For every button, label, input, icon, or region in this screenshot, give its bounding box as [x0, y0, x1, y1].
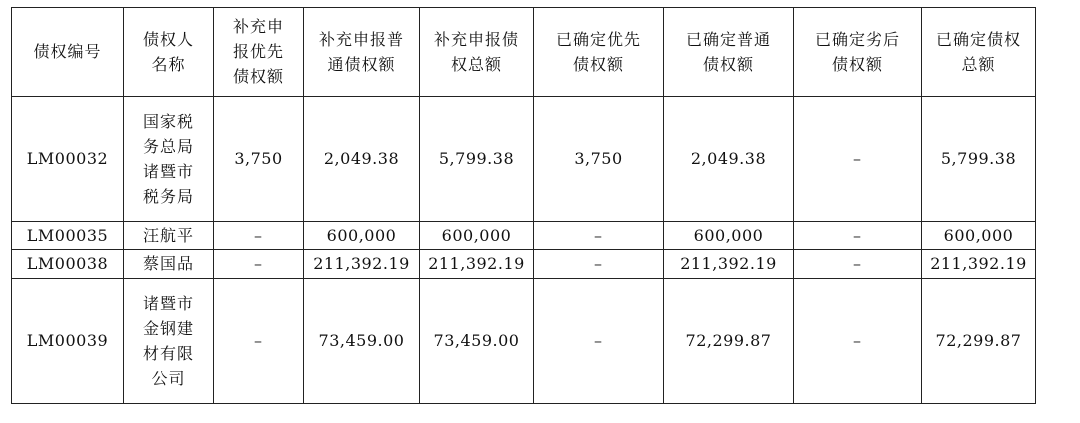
- cell-creditor-id: LM00039: [12, 279, 124, 404]
- cell-creditor-id: LM00035: [12, 222, 124, 250]
- cell-confirmed-subordinated: –: [794, 250, 922, 279]
- header-confirmed-ordinary: 已确定普通 债权额: [664, 8, 794, 97]
- cell-creditor-name: 蔡国品: [124, 250, 214, 279]
- cell-creditor-name: 诸暨市 金钢建 材有限 公司: [124, 279, 214, 404]
- table-row: [12, 97, 1036, 222]
- cell-confirmed-priority: –: [534, 250, 664, 279]
- cell-confirmed-priority: 3,750: [534, 97, 664, 222]
- cell-confirmed-subordinated: –: [794, 279, 922, 404]
- cell-confirmed-priority: –: [534, 222, 664, 250]
- cell-confirmed-subordinated: –: [794, 97, 922, 222]
- creditor-table: [11, 7, 1036, 404]
- cell-confirmed-total: 5,799.38: [922, 97, 1036, 222]
- cell-supplementary-priority: –: [214, 279, 304, 404]
- header-row: [12, 8, 1036, 97]
- cell-supplementary-priority: 3,750: [214, 97, 304, 222]
- header-creditor-id: 债权编号: [12, 8, 124, 97]
- cell-supplementary-priority: –: [214, 250, 304, 279]
- cell-confirmed-total: 600,000: [922, 222, 1036, 250]
- cell-confirmed-subordinated: –: [794, 222, 922, 250]
- table-row: [12, 222, 1036, 250]
- cell-confirmed-total: 72,299.87: [922, 279, 1036, 404]
- cell-supplementary-total: 600,000: [420, 222, 534, 250]
- cell-confirmed-priority: –: [534, 279, 664, 404]
- cell-supplementary-ordinary: 600,000: [304, 222, 420, 250]
- cell-creditor-id: LM00038: [12, 250, 124, 279]
- header-supplementary-priority: 补充申 报优先 债权额: [214, 8, 304, 97]
- header-supplementary-ordinary: 补充申报普 通债权额: [304, 8, 420, 97]
- cell-confirmed-ordinary: 600,000: [664, 222, 794, 250]
- cell-creditor-id: LM00032: [12, 97, 124, 222]
- creditor-table-container: [11, 7, 1036, 404]
- cell-supplementary-ordinary: 211,392.19: [304, 250, 420, 279]
- header-creditor-name: 债权人 名称: [124, 8, 214, 97]
- cell-confirmed-ordinary: 211,392.19: [664, 250, 794, 279]
- cell-supplementary-ordinary: 2,049.38: [304, 97, 420, 222]
- cell-confirmed-ordinary: 72,299.87: [664, 279, 794, 404]
- header-supplementary-total: 补充申报债 权总额: [420, 8, 534, 97]
- cell-supplementary-total: 211,392.19: [420, 250, 534, 279]
- header-confirmed-total: 已确定债权 总额: [922, 8, 1036, 97]
- header-confirmed-subordinated: 已确定劣后 债权额: [794, 8, 922, 97]
- cell-confirmed-ordinary: 2,049.38: [664, 97, 794, 222]
- cell-confirmed-total: 211,392.19: [922, 250, 1036, 279]
- cell-supplementary-total: 73,459.00: [420, 279, 534, 404]
- header-confirmed-priority: 已确定优先 债权额: [534, 8, 664, 97]
- table-row: [12, 279, 1036, 404]
- cell-supplementary-ordinary: 73,459.00: [304, 279, 420, 404]
- cell-creditor-name: 国家税 务总局 诸暨市 税务局: [124, 97, 214, 222]
- cell-supplementary-priority: –: [214, 222, 304, 250]
- cell-supplementary-total: 5,799.38: [420, 97, 534, 222]
- cell-creditor-name: 汪航平: [124, 222, 214, 250]
- table-row: [12, 250, 1036, 279]
